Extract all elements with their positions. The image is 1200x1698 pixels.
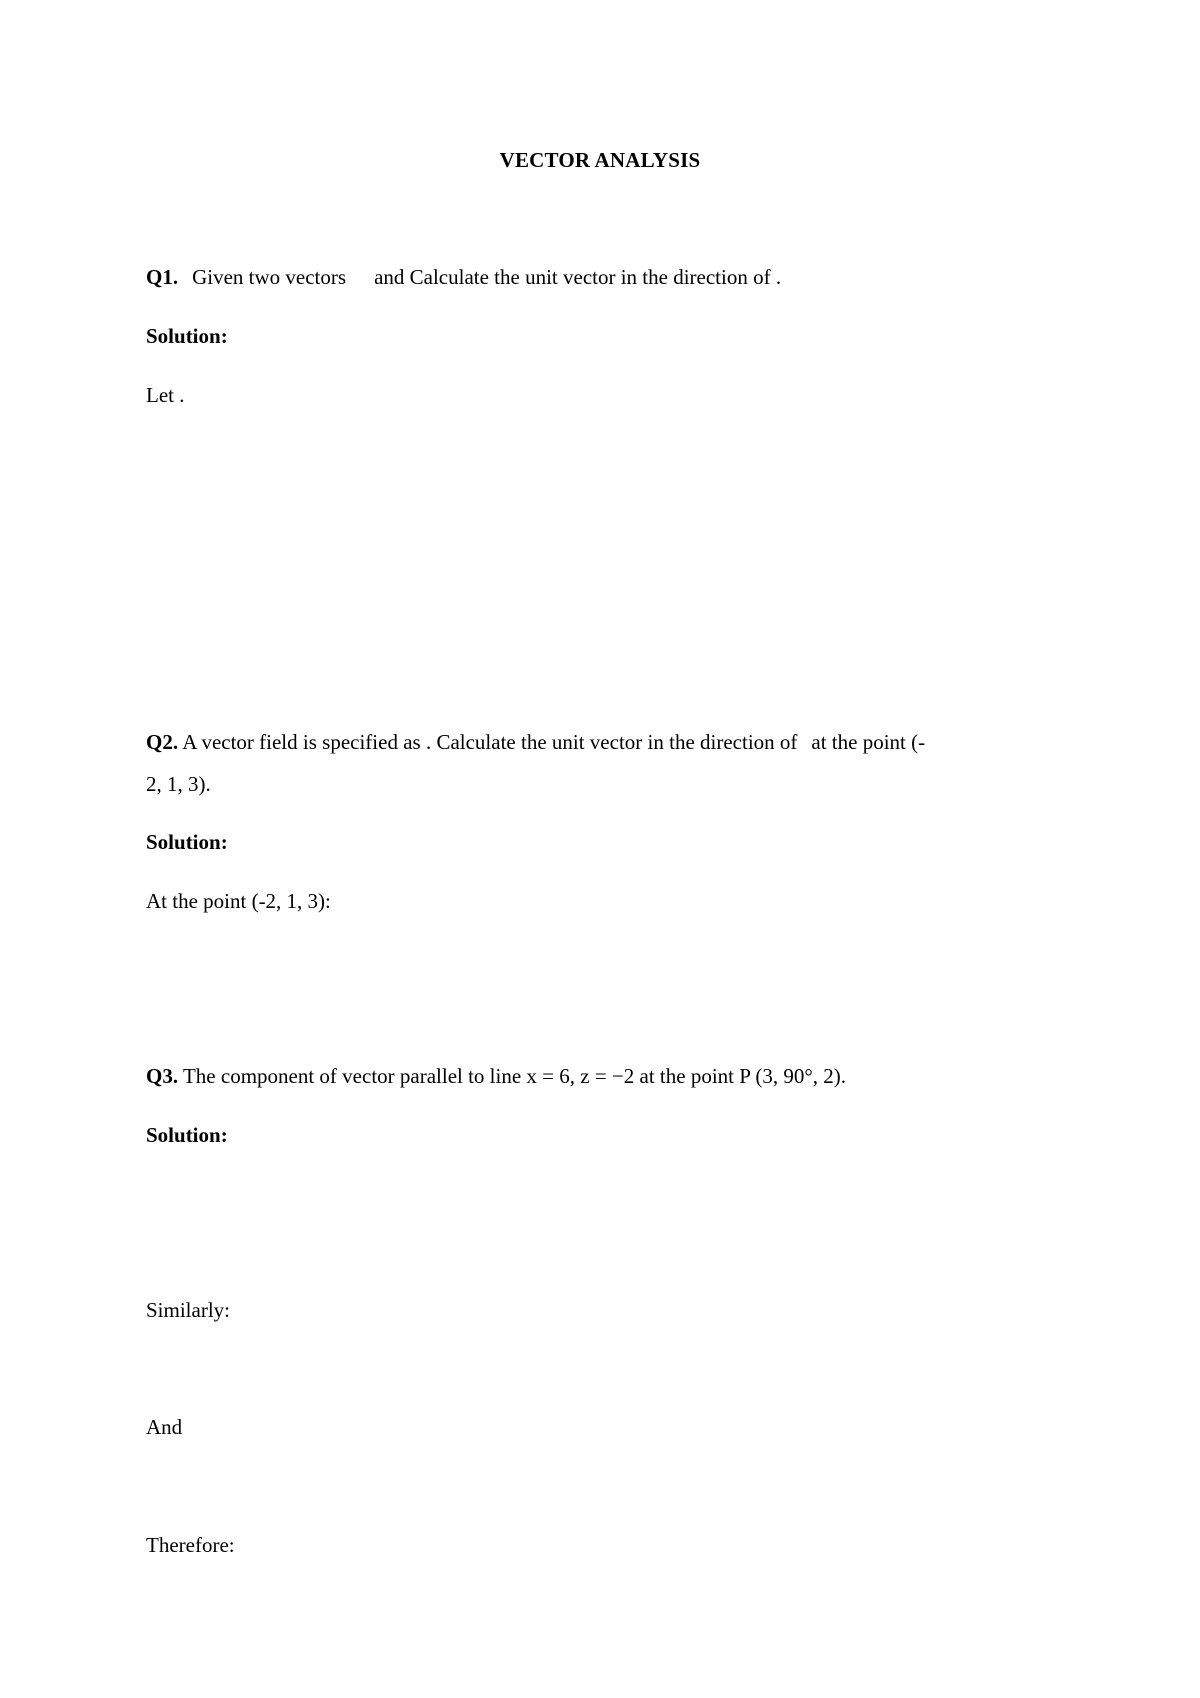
q2-label: Q2. xyxy=(146,730,179,754)
q2-question-line1 xyxy=(146,728,925,756)
q1-text-part-a: Given two vectors xyxy=(192,265,347,289)
q3-text: The component of vector parallel to line x = 6, z = −2 at the point P (3, 90°, 2). xyxy=(182,1064,847,1088)
q1-solution-label: Solution: xyxy=(146,324,228,348)
q3-label: Q3. xyxy=(146,1064,179,1088)
q2-text-part-a: A vector field is specified as . Calculate the unit vector in the direction of xyxy=(182,730,798,754)
q2-solution-label: Solution: xyxy=(146,830,228,854)
q3-question xyxy=(146,1062,846,1090)
q1-question xyxy=(146,263,781,291)
q3-similarly-text: Similarly: xyxy=(146,1298,230,1322)
q2-at-point-text: At the point (-2, 1, 3): xyxy=(146,889,331,913)
q1-text-part-b: and Calculate the unit vector in the direction of . xyxy=(374,265,782,289)
q1-label: Q1. xyxy=(146,265,179,289)
page-title: VECTOR ANALYSIS xyxy=(499,148,701,172)
q2-text-part-b: at the point (- xyxy=(811,730,926,754)
q3-and-text: And xyxy=(146,1415,183,1439)
q2-question-line2: 2, 1, 3). xyxy=(146,772,211,796)
q1-let-text: Let . xyxy=(146,383,185,407)
q3-therefore-text: Therefore: xyxy=(146,1533,235,1557)
q3-solution-label: Solution: xyxy=(146,1123,228,1147)
